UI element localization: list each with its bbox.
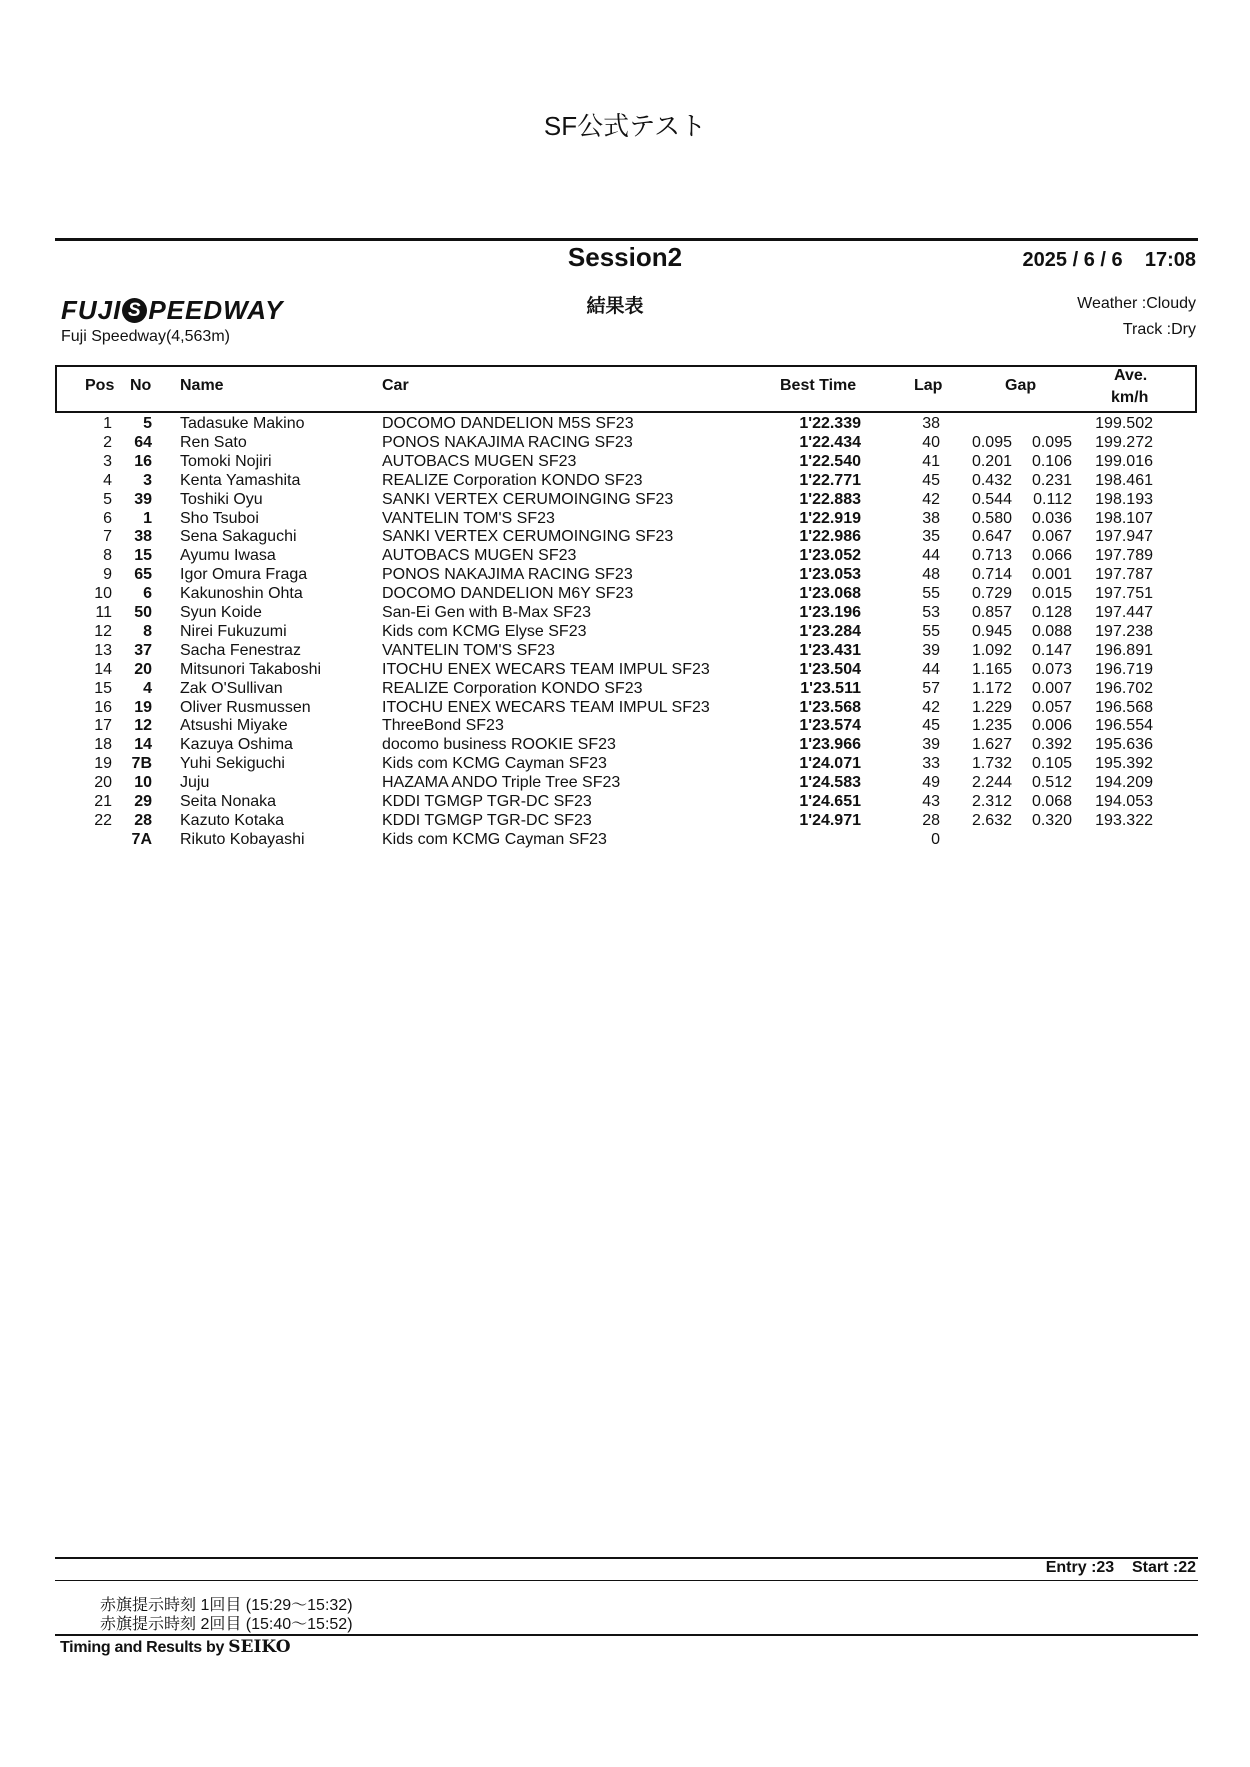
cell-gap-to-leader: 2.312 <box>971 793 1012 810</box>
entry-start-count: Entry :23 Start :22 <box>1045 1559 1196 1576</box>
cell-average-speed: 198.193 <box>1095 490 1153 508</box>
cell-driver-name: Rikuto Kobayashi <box>180 830 305 848</box>
cell-driver-name: Nirei Fukuzumi <box>180 622 287 640</box>
cell-laps: 35 <box>922 528 940 546</box>
cell-gap-to-leader: 1.229 <box>971 698 1012 716</box>
cell-gap-to-previous: 0.073 <box>1031 660 1072 678</box>
cell-laps: 38 <box>922 509 940 527</box>
cell-average-speed: 195.636 <box>1095 736 1153 754</box>
cell-car-number: 6 <box>143 585 152 603</box>
summary-rule <box>55 1557 1198 1559</box>
cell-car-number: 12 <box>134 717 152 735</box>
cell-best-time: 1'22.339 <box>799 415 861 432</box>
cell-gap-to-leader: 1.235 <box>971 717 1012 735</box>
cell-best-time: 1'23.574 <box>799 717 861 735</box>
results-subtitle: 結果表 <box>586 296 644 317</box>
cell-gap-to-previous: 0.392 <box>1031 736 1072 754</box>
weather-status: Weather :Cloudy <box>1077 295 1196 312</box>
cell-gap-to-previous: 0.006 <box>1031 717 1072 735</box>
cell-best-time: 1'23.431 <box>799 641 861 659</box>
cell-best-time: 1'23.284 <box>799 622 861 640</box>
cell-driver-name: Atsushi Miyake <box>180 717 288 735</box>
cell-car-number: 16 <box>134 452 152 470</box>
col-lap: Lap <box>914 377 943 394</box>
table-row <box>0 735 1250 754</box>
cell-best-time: 1'23.511 <box>800 679 861 697</box>
cell-best-time: 1'24.071 <box>799 755 861 773</box>
cell-car-number: 64 <box>134 433 152 451</box>
cell-gap-to-leader: 1.092 <box>971 641 1012 659</box>
cell-car-number: 3 <box>143 471 152 489</box>
cell-car-number: 65 <box>134 566 152 584</box>
cell-gap-to-previous: 0.128 <box>1031 604 1072 621</box>
logo-suffix: PEEDWAY <box>148 295 284 325</box>
cell-gap-to-leader: 0.095 <box>971 433 1012 451</box>
cell-driver-name: Syun Koide <box>180 604 262 621</box>
cell-pos: 3 <box>103 452 112 470</box>
cell-gap-to-leader: 0.714 <box>971 566 1012 584</box>
cell-car-name: DOCOMO DANDELION M5S SF23 <box>382 415 634 432</box>
cell-best-time: 1'23.053 <box>799 566 861 584</box>
cell-average-speed: 199.502 <box>1095 415 1153 432</box>
cell-pos: 22 <box>94 811 112 829</box>
cell-average-speed: 197.238 <box>1095 622 1153 640</box>
cell-car-name: Kids com KCMG Elyse SF23 <box>382 622 587 640</box>
cell-car-name: ITOCHU ENEX WECARS TEAM IMPUL SF23 <box>382 660 710 678</box>
table-row <box>0 716 1250 735</box>
col-gap: Gap <box>1005 377 1037 394</box>
cell-laps: 55 <box>922 622 940 640</box>
session-datetime: 2025 / 6 / 6 17:08 <box>1022 249 1196 271</box>
cell-car-name: REALIZE Corporation KONDO SF23 <box>382 471 643 489</box>
cell-best-time: 1'22.883 <box>799 490 861 508</box>
table-row <box>0 509 1250 528</box>
cell-car-number: 20 <box>134 660 152 678</box>
table-row <box>0 584 1250 603</box>
cell-car-name: DOCOMO DANDELION M6Y SF23 <box>382 585 634 603</box>
cell-gap-to-leader: 2.632 <box>971 811 1012 829</box>
table-row <box>0 414 1250 433</box>
cell-gap-to-leader: 2.244 <box>971 774 1012 792</box>
cell-average-speed: 199.272 <box>1095 433 1153 451</box>
cell-driver-name: Oliver Rusmussen <box>180 698 311 716</box>
cell-pos: 17 <box>94 717 112 735</box>
cell-laps: 41 <box>922 452 940 470</box>
cell-car-name: KDDI TGMGP TGR-DC SF23 <box>382 793 592 810</box>
cell-gap-to-leader: 0.729 <box>971 585 1012 603</box>
cell-laps: 38 <box>922 415 940 432</box>
cell-car-name: SANKI VERTEX CERUMOINGING SF23 <box>382 490 674 508</box>
cell-gap-to-previous: 0.001 <box>1031 566 1072 584</box>
cell-gap-to-previous: 0.112 <box>1033 490 1072 508</box>
cell-car-name: AUTOBACS MUGEN SF23 <box>382 547 577 565</box>
table-row <box>0 792 1250 811</box>
cell-car-name: SANKI VERTEX CERUMOINGING SF23 <box>382 528 674 546</box>
cell-gap-to-leader: 0.857 <box>971 604 1012 621</box>
cell-car-number: 5 <box>143 415 152 432</box>
cell-driver-name: Zak O'Sullivan <box>180 679 283 697</box>
cell-gap-to-leader: 0.647 <box>971 528 1012 546</box>
cell-gap-to-leader: 0.580 <box>971 509 1012 527</box>
cell-car-number: 28 <box>134 811 152 829</box>
cell-driver-name: Igor Omura Fraga <box>180 566 308 584</box>
cell-laps: 33 <box>922 755 940 773</box>
cell-best-time: 1'22.919 <box>799 509 861 527</box>
cell-pos: 18 <box>94 736 112 754</box>
cell-laps: 0 <box>931 830 940 848</box>
cell-best-time: 1'22.540 <box>799 452 861 470</box>
cell-best-time: 1'23.052 <box>799 547 861 565</box>
cell-car-number: 39 <box>134 490 152 508</box>
table-row <box>0 471 1250 490</box>
table-row <box>0 452 1250 471</box>
cell-car-name: docomo business ROOKIE SF23 <box>382 736 616 754</box>
table-row <box>0 660 1250 679</box>
table-row <box>0 830 1250 849</box>
table-row <box>0 546 1250 565</box>
cell-gap-to-previous: 0.007 <box>1031 679 1072 697</box>
cell-pos: 15 <box>94 679 112 697</box>
cell-car-number: 19 <box>134 698 152 716</box>
col-no: No <box>130 377 152 394</box>
cell-pos: 10 <box>94 585 112 603</box>
table-row <box>0 811 1250 830</box>
cell-gap-to-previous: 0.036 <box>1031 509 1072 527</box>
table-row <box>0 698 1250 717</box>
cell-driver-name: Kazuya Oshima <box>180 736 293 754</box>
cell-average-speed: 197.787 <box>1095 566 1153 584</box>
cell-average-speed: 194.209 <box>1095 774 1153 792</box>
col-ave-unit: km/h <box>1111 389 1149 406</box>
cell-driver-name: Kazuto Kotaka <box>180 811 285 829</box>
table-row <box>0 622 1250 641</box>
cell-car-name: VANTELIN TOM'S SF23 <box>382 641 555 659</box>
cell-driver-name: Ren Sato <box>180 433 247 451</box>
cell-car-name: San-Ei Gen with B-Max SF23 <box>382 604 591 621</box>
cell-laps: 44 <box>922 660 940 678</box>
cell-gap-to-leader: 1.627 <box>971 736 1012 754</box>
cell-laps: 42 <box>922 698 940 716</box>
cell-best-time: 1'23.068 <box>799 585 861 603</box>
col-pos: Pos <box>85 377 115 394</box>
table-row <box>0 679 1250 698</box>
cell-laps: 45 <box>922 717 940 735</box>
col-best-time: Best Time <box>780 377 857 394</box>
cell-car-number: 15 <box>134 547 152 565</box>
cell-car-number: 8 <box>143 622 152 640</box>
cell-average-speed: 195.392 <box>1095 755 1153 773</box>
cell-laps: 43 <box>922 793 940 810</box>
cell-car-number: 38 <box>134 528 152 546</box>
cell-car-name: ThreeBond SF23 <box>382 717 504 735</box>
cell-pos: 16 <box>94 698 112 716</box>
cell-best-time: 1'23.966 <box>799 736 861 754</box>
cell-gap-to-previous: 0.147 <box>1031 641 1072 659</box>
cell-car-number: 29 <box>134 793 152 810</box>
cell-best-time: 1'22.771 <box>799 471 861 489</box>
cell-best-time: 1'24.971 <box>799 811 861 829</box>
cell-average-speed: 198.461 <box>1095 471 1153 489</box>
cell-average-speed: 196.554 <box>1095 717 1153 735</box>
cell-average-speed: 196.568 <box>1095 698 1153 716</box>
cell-pos: 1 <box>103 415 112 432</box>
table-row <box>0 773 1250 792</box>
logo-prefix: FUJI <box>61 295 122 325</box>
cell-gap-to-leader: 1.172 <box>971 679 1012 697</box>
cell-car-number: 7B <box>131 755 152 773</box>
cell-gap-to-previous: 0.231 <box>1031 471 1072 489</box>
cell-laps: 48 <box>922 566 940 584</box>
cell-car-number: 50 <box>134 604 152 621</box>
cell-best-time: 1'23.504 <box>799 660 861 678</box>
cell-car-name: ITOCHU ENEX WECARS TEAM IMPUL SF23 <box>382 698 710 716</box>
cell-pos: 2 <box>103 433 112 451</box>
table-row <box>0 490 1250 509</box>
cell-gap-to-previous: 0.015 <box>1031 585 1072 603</box>
notes-rule <box>55 1580 1198 1581</box>
cell-gap-to-previous: 0.106 <box>1031 452 1072 470</box>
cell-best-time: 1'24.583 <box>799 774 861 792</box>
table-row <box>0 754 1250 773</box>
seiko-logo: SEIKO <box>228 1637 291 1657</box>
footer-text: Timing and Results by <box>60 1639 229 1656</box>
cell-average-speed: 196.891 <box>1095 641 1153 659</box>
cell-gap-to-leader: 1.732 <box>971 755 1012 773</box>
cell-pos: 11 <box>95 604 112 621</box>
cell-average-speed: 196.719 <box>1095 660 1153 678</box>
cell-car-number: 1 <box>143 509 152 527</box>
footer-rule <box>55 1634 1198 1636</box>
cell-driver-name: Seita Nonaka <box>180 793 277 810</box>
cell-best-time: 1'23.196 <box>799 604 861 621</box>
table-row <box>0 527 1250 546</box>
cell-driver-name: Tadasuke Makino <box>180 415 305 432</box>
cell-car-name: Kids com KCMG Cayman SF23 <box>382 830 607 848</box>
cell-driver-name: Sena Sakaguchi <box>180 528 297 546</box>
table-row <box>0 641 1250 660</box>
cell-driver-name: Juju <box>180 774 210 792</box>
cell-car-name: Kids com KCMG Cayman SF23 <box>382 755 607 773</box>
cell-driver-name: Mitsunori Takaboshi <box>180 660 322 678</box>
cell-pos: 19 <box>94 755 112 773</box>
cell-best-time: 1'22.434 <box>799 433 861 451</box>
timing-footer <box>60 1637 291 1657</box>
cell-gap-to-previous: 0.105 <box>1031 755 1072 773</box>
cell-laps: 39 <box>922 641 940 659</box>
cell-pos: 14 <box>94 660 112 678</box>
cell-car-name: PONOS NAKAJIMA RACING SF23 <box>382 566 633 584</box>
cell-pos: 6 <box>103 509 112 527</box>
cell-car-number: 7A <box>131 830 152 848</box>
cell-gap-to-previous: 0.057 <box>1031 698 1072 716</box>
cell-gap-to-previous: 0.088 <box>1031 622 1072 640</box>
cell-laps: 40 <box>922 433 940 451</box>
cell-driver-name: Toshiki Oyu <box>180 490 263 508</box>
cell-average-speed: 197.447 <box>1095 604 1153 621</box>
cell-driver-name: Sacha Fenestraz <box>180 641 301 659</box>
cell-gap-to-leader: 0.201 <box>971 452 1012 470</box>
cell-best-time: 1'23.568 <box>799 698 861 716</box>
cell-gap-to-leader: 0.945 <box>971 622 1012 640</box>
cell-gap-to-previous: 0.067 <box>1031 528 1072 546</box>
cell-average-speed: 198.107 <box>1095 509 1153 527</box>
cell-driver-name: Tomoki Nojiri <box>180 452 272 470</box>
session-title: Session2 <box>567 242 683 272</box>
cell-car-number: 10 <box>134 774 152 792</box>
table-row <box>0 433 1250 452</box>
cell-car-number: 37 <box>134 641 152 659</box>
cell-gap-to-leader: 0.713 <box>971 547 1012 565</box>
cell-driver-name: Yuhi Sekiguchi <box>180 755 285 773</box>
fuji-speedway-logo <box>61 295 283 326</box>
cell-pos: 7 <box>103 528 112 546</box>
cell-best-time: 1'24.651 <box>799 793 861 810</box>
cell-pos: 21 <box>94 793 112 810</box>
cell-gap-to-previous: 0.512 <box>1031 774 1072 792</box>
cell-gap-to-previous: 0.095 <box>1031 433 1072 451</box>
cell-pos: 5 <box>103 490 112 508</box>
cell-laps: 44 <box>922 547 940 565</box>
cell-driver-name: Sho Tsuboi <box>180 509 259 527</box>
cell-average-speed: 197.789 <box>1095 547 1153 565</box>
col-ave: Ave. <box>1114 367 1148 384</box>
cell-driver-name: Kakunoshin Ohta <box>180 585 303 603</box>
cell-car-name: VANTELIN TOM'S SF23 <box>382 509 555 527</box>
cell-best-time: 1'22.986 <box>799 528 861 546</box>
cell-average-speed: 197.751 <box>1095 585 1153 603</box>
cell-pos: 13 <box>94 641 112 659</box>
col-car: Car <box>382 377 409 394</box>
cell-laps: 49 <box>922 774 940 792</box>
cell-laps: 45 <box>922 471 940 489</box>
cell-pos: 9 <box>103 566 112 584</box>
track-status: Track :Dry <box>1122 321 1196 338</box>
cell-car-number: 14 <box>134 736 152 754</box>
cell-laps: 39 <box>922 736 940 754</box>
cell-average-speed: 197.947 <box>1095 528 1153 546</box>
cell-pos: 20 <box>94 774 112 792</box>
cell-car-number: 4 <box>143 679 152 697</box>
cell-average-speed: 199.016 <box>1095 452 1153 470</box>
table-row <box>0 603 1250 622</box>
cell-pos: 4 <box>103 471 112 489</box>
cell-car-name: REALIZE Corporation KONDO SF23 <box>382 679 643 697</box>
logo-s-mark: S <box>122 298 147 323</box>
cell-average-speed: 194.053 <box>1095 793 1153 810</box>
col-name: Name <box>180 377 224 394</box>
cell-laps: 53 <box>922 604 940 621</box>
cell-gap-to-leader: 0.544 <box>971 490 1012 508</box>
cell-average-speed: 193.322 <box>1095 811 1153 829</box>
cell-driver-name: Kenta Yamashita <box>180 471 301 489</box>
document-title: SF公式テスト <box>543 111 707 141</box>
table-row <box>0 565 1250 584</box>
cell-gap-to-leader: 1.165 <box>971 660 1012 678</box>
cell-car-name: HAZAMA ANDO Triple Tree SF23 <box>382 774 621 792</box>
cell-gap-to-previous: 0.066 <box>1031 547 1072 565</box>
cell-gap-to-previous: 0.320 <box>1031 811 1072 829</box>
circuit-name: Fuji Speedway(4,563m) <box>61 328 230 345</box>
cell-laps: 28 <box>922 811 940 829</box>
cell-pos: 8 <box>103 547 112 565</box>
cell-pos: 12 <box>94 622 112 640</box>
cell-car-name: PONOS NAKAJIMA RACING SF23 <box>382 433 633 451</box>
cell-laps: 57 <box>922 679 940 697</box>
top-rule <box>55 238 1198 241</box>
cell-average-speed: 196.702 <box>1095 679 1153 697</box>
cell-gap-to-leader: 0.432 <box>971 471 1012 489</box>
red-flag-note-1: 赤旗提示時刻 1回目 (15:29〜15:32) <box>100 1597 353 1614</box>
cell-car-name: KDDI TGMGP TGR-DC SF23 <box>382 811 592 829</box>
red-flag-note-2: 赤旗提示時刻 2回目 (15:40〜15:52) <box>100 1616 353 1633</box>
cell-driver-name: Ayumu Iwasa <box>180 547 276 565</box>
cell-laps: 55 <box>922 585 940 603</box>
cell-gap-to-previous: 0.068 <box>1031 793 1072 810</box>
cell-laps: 42 <box>922 490 940 508</box>
cell-car-name: AUTOBACS MUGEN SF23 <box>382 452 577 470</box>
